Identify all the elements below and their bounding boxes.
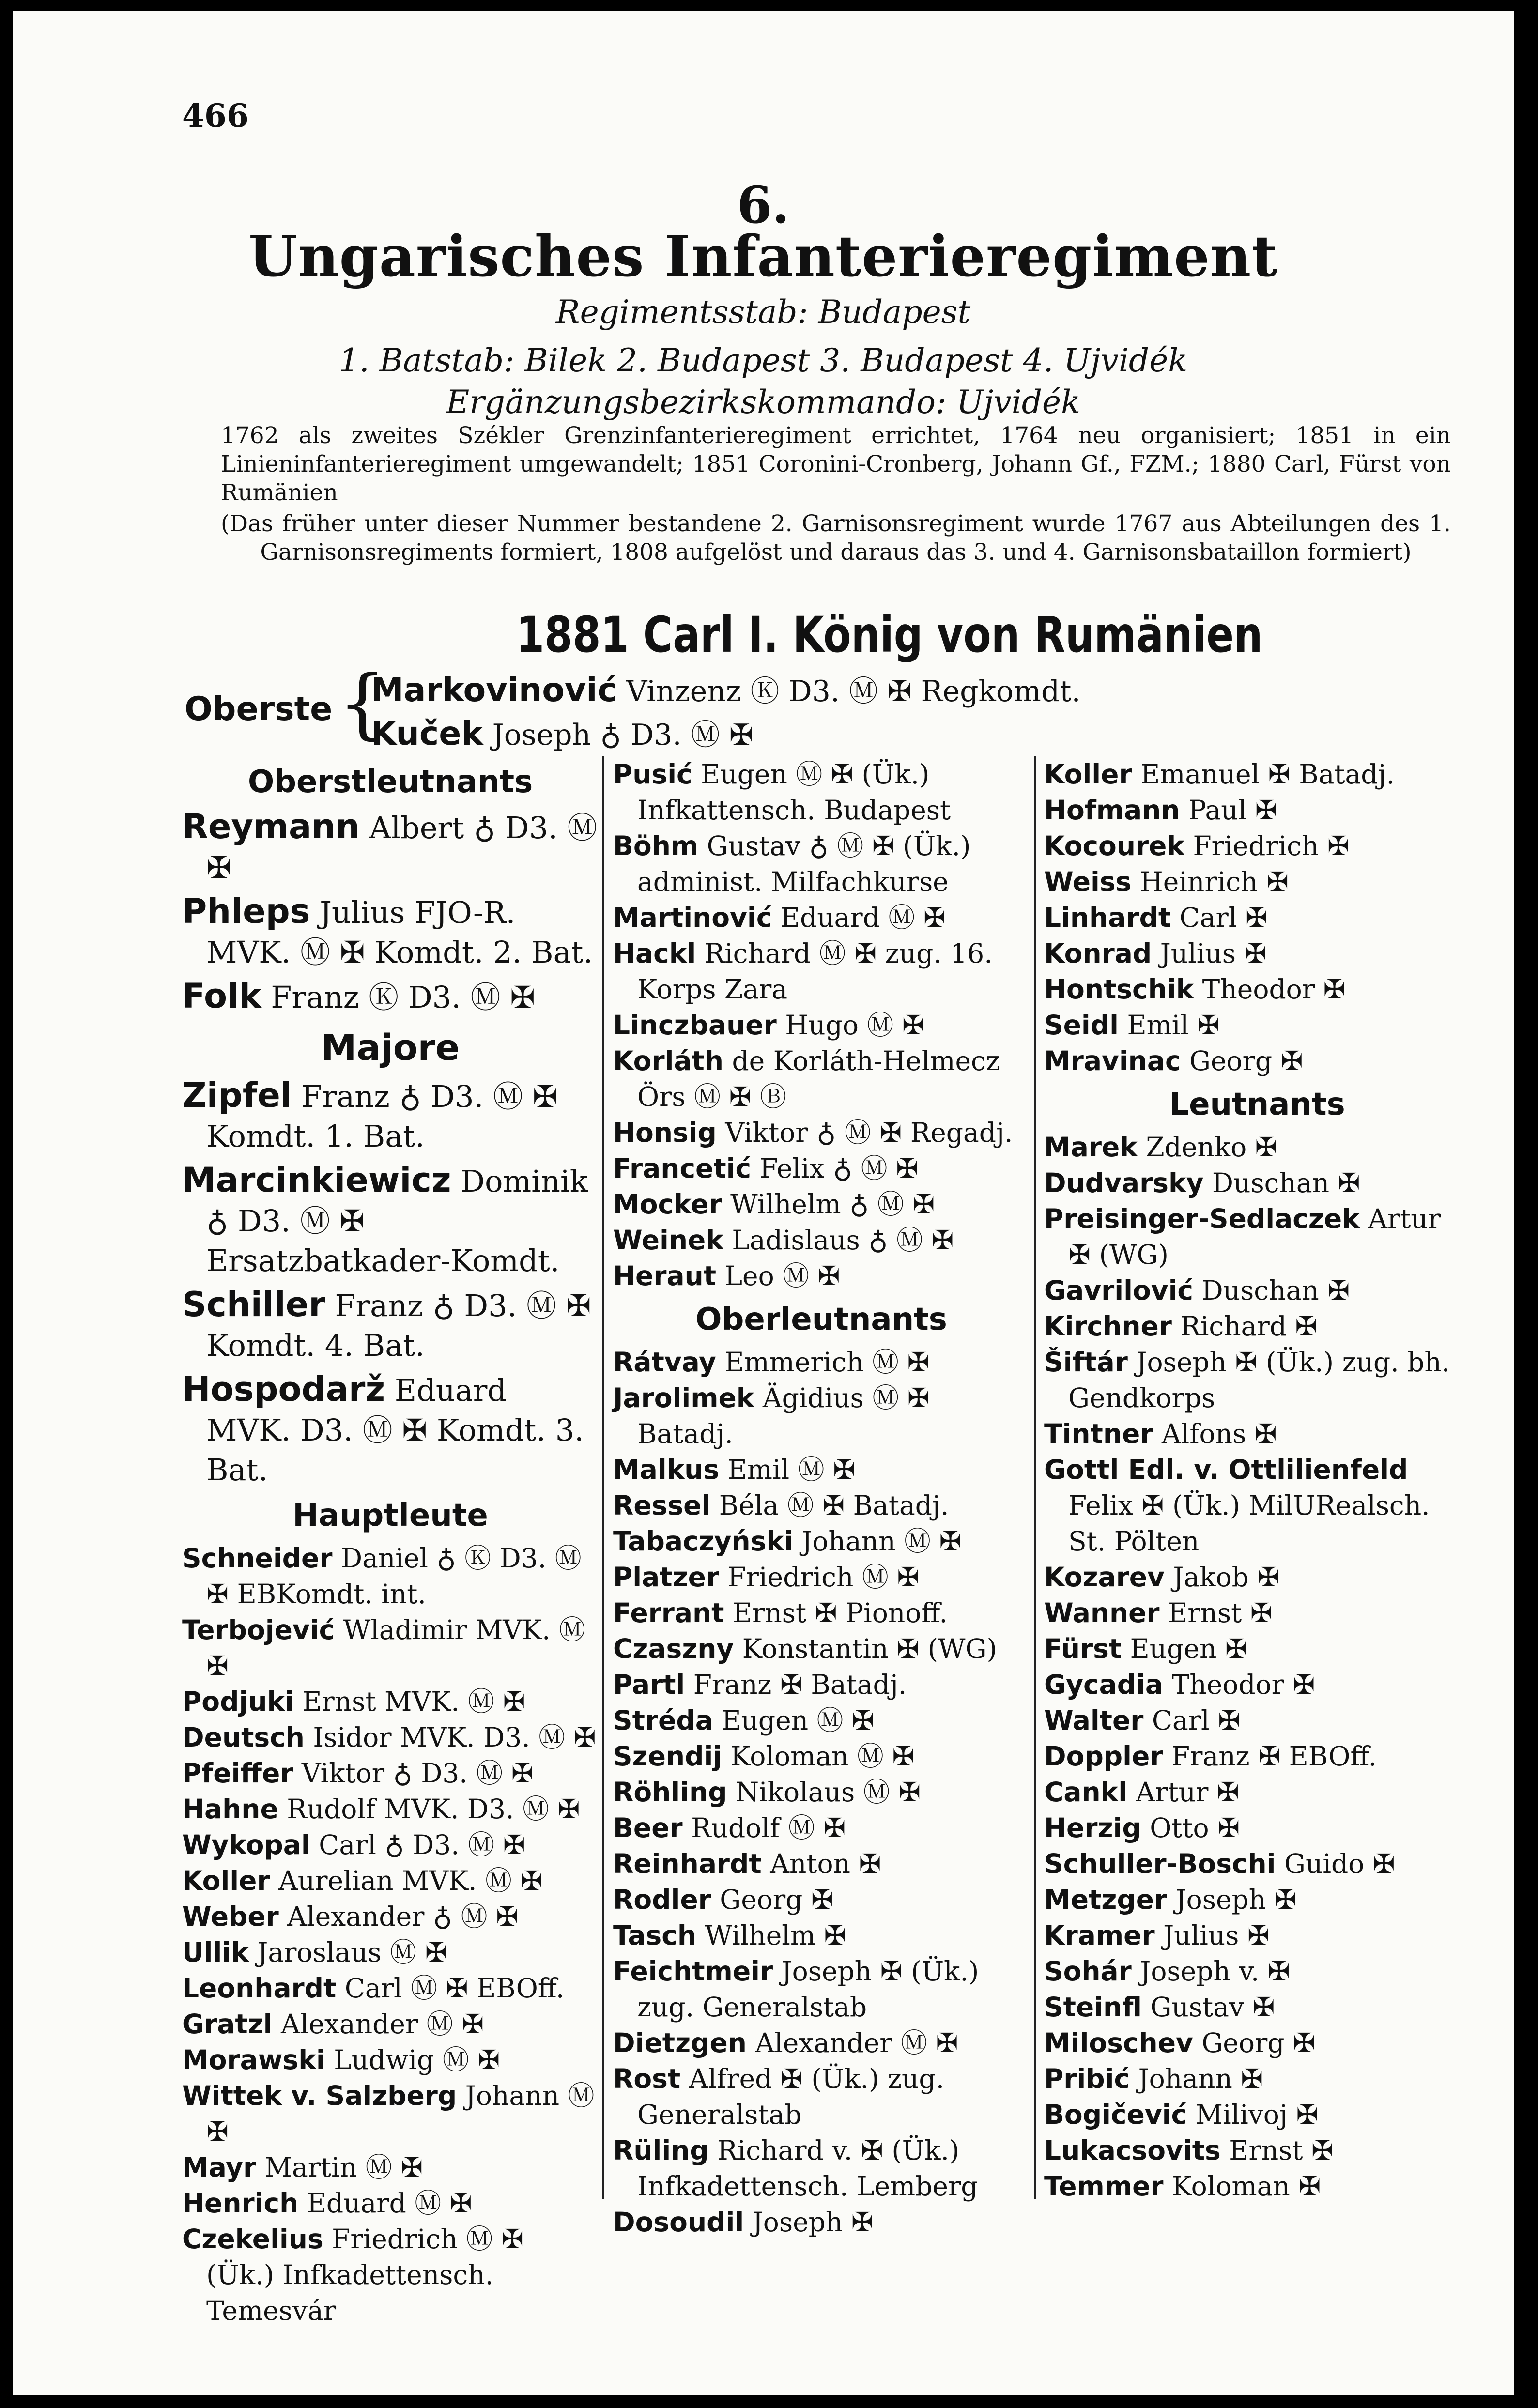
- officer-entry: [182, 976, 599, 1017]
- officer-details: Franz Ⓚ D3. Ⓜ ✠: [271, 980, 536, 1015]
- regiment-title: Ungarisches Infanterieregiment: [248, 224, 1278, 290]
- officer-details: Friedrich Ⓜ ✠ (Ük.) Infkadettensch. Temesvár: [206, 2224, 524, 2326]
- officer-name: Linczbauer: [613, 1010, 777, 1041]
- officer-entry: [182, 1970, 599, 2006]
- officer-name: Šiftár: [1044, 1347, 1128, 1378]
- officer-details: Alfred ✠ (Ük.) zug. Generalstab: [637, 2063, 945, 2130]
- officer-name: Tasch: [613, 1920, 697, 1951]
- officer-details: Jakob ✠: [1173, 1562, 1280, 1593]
- officer-name: Doppler: [1044, 1741, 1163, 1772]
- officer-name: Kirchner: [1044, 1311, 1172, 1342]
- page-number: 466: [182, 97, 249, 135]
- officer-entry: [182, 1612, 599, 1684]
- column-rule: [602, 756, 604, 2199]
- officer-entry: [1044, 1201, 1470, 1273]
- officer-name: Bogičević: [1044, 2099, 1187, 2130]
- rank-heading: Majore: [321, 1027, 460, 1069]
- officer-entry: [1044, 2061, 1470, 2097]
- rank-heading: Oberleutnants: [695, 1302, 947, 1337]
- officer-entry: [613, 756, 1030, 828]
- officer-entry: [613, 1186, 1030, 1222]
- officer-entry: [1044, 936, 1470, 971]
- officer-entry: [1044, 2025, 1470, 2061]
- officer-entry: [1044, 1595, 1470, 1631]
- officer-details: Richard ✠: [1180, 1311, 1318, 1342]
- officer-details: Johann ✠: [1138, 2063, 1263, 2094]
- officer-details: Gustav ✠: [1150, 1992, 1275, 2023]
- officer-name: Marcinkiewicz: [182, 1160, 451, 1200]
- officer-details: Otto ✠: [1150, 1812, 1240, 1843]
- officer-details: Alexander Ⓜ ✠: [281, 2009, 484, 2040]
- officer-name: Honsig: [613, 1117, 717, 1148]
- officer-details: Franz ♁ D3. Ⓜ ✠ Komdt. 4. Bat.: [206, 1288, 591, 1363]
- officer-details: Paul ✠: [1188, 795, 1277, 826]
- officer-details: Eugen Ⓜ ✠: [722, 1705, 875, 1736]
- officer-entry: [613, 1810, 1030, 1846]
- officer-entry: [182, 2006, 599, 2042]
- officer-name: Morawski: [182, 2044, 325, 2075]
- officer-name: Dosoudil: [613, 2207, 744, 2238]
- officer-name: Ullik: [182, 1937, 249, 1968]
- officer-name: Henrich: [182, 2188, 299, 2219]
- officer-entry: [182, 2185, 599, 2221]
- officer-details: Emanuel ✠ Batadj.: [1140, 759, 1395, 790]
- officer-entry: [182, 1791, 599, 1827]
- officer-details: Jaroslaus Ⓜ ✠: [257, 1937, 447, 1968]
- officer-entry: [182, 2221, 599, 2329]
- officer-entry: [1044, 1774, 1470, 1810]
- officer-name: Hospodarž: [182, 1369, 385, 1409]
- officer-entry: [613, 1559, 1030, 1595]
- officer-details: Georg ✠: [1189, 1045, 1303, 1076]
- officer-entry: [613, 1523, 1030, 1559]
- officer-name: Kramer: [1044, 1920, 1155, 1951]
- officer-details: Wilhelm ✠: [705, 1920, 846, 1951]
- officer-name: Miloschev: [1044, 2027, 1193, 2058]
- officer-details: Theodor ✠: [1202, 974, 1346, 1005]
- officer-entry: [1044, 828, 1470, 864]
- officer-details: Béla Ⓜ ✠ Batadj.: [719, 1490, 949, 1521]
- officer-entry: [613, 1043, 1030, 1115]
- officer-name: Beer: [613, 1812, 683, 1843]
- history-paragraph-1: 1762 als zweites Székler Grenzinfanterieregiment errichtet, 1764 neu organisiert; 1851 in ein Linieninfanterieregiment umgewandelt; 1851 Coronini-Cronberg, Johann Gf., FZM.; 1880 Carl, Fürst von Rumänien: [221, 422, 1451, 506]
- officer-entry: [613, 2132, 1030, 2204]
- officer-entry: [182, 1075, 599, 1156]
- officer-details: Viktor ♁ Ⓜ ✠ Regadj.: [725, 1117, 1013, 1148]
- officer-entry: [613, 1258, 1030, 1294]
- officer-details: Isidor MVK. D3. Ⓜ ✠: [313, 1722, 596, 1753]
- officer-details: Franz ✠ EBOff.: [1171, 1741, 1377, 1772]
- officer-entry: [613, 1222, 1030, 1258]
- history-paragraph-2: (Das früher unter dieser Nummer bestandene 2. Garnisonsregiment wurde 1767 aus Abteilungen des 1. Garnisonsregiments formiert, 1808 aufgelöst und daraus das 3. und 4. Garnisonsbataillon formiert): [221, 510, 1451, 566]
- officer-entry: [182, 1285, 599, 1365]
- officer-name: Weber: [182, 1901, 279, 1932]
- officer-entry: [613, 1150, 1030, 1186]
- officer-details: Carl ✠: [1152, 1705, 1241, 1736]
- officer-name: Temmer: [1044, 2171, 1164, 2202]
- officer-entry: [182, 807, 599, 888]
- officer-entry: [613, 1738, 1030, 1774]
- officer-name: Korláth: [613, 1045, 723, 1076]
- recruiting-district: Ergänzungsbezirkskommando: Ujvidék: [446, 383, 1081, 421]
- officer-details: Ludwig Ⓜ ✠: [334, 2044, 500, 2075]
- officer-entry: [1044, 1043, 1470, 1079]
- officer-entry: [613, 1953, 1030, 2025]
- rank-heading: Oberstleutnants: [247, 764, 533, 800]
- officer-entry: [1044, 864, 1470, 900]
- officer-name: Schiller: [182, 1285, 325, 1324]
- officer-entry: [1044, 1738, 1470, 1774]
- regiment-staff: Regimentsstab: Budapest: [555, 293, 971, 331]
- officer-entry: [1044, 2168, 1470, 2204]
- officer-entry: [182, 1540, 599, 1612]
- officer-name: Gratzl: [182, 2009, 273, 2040]
- officer-name: Reinhardt: [613, 1848, 762, 1879]
- officer-name: Platzer: [613, 1562, 720, 1593]
- officer-name: Leonhardt: [182, 1973, 337, 2004]
- officer-name: Mravinac: [1044, 1045, 1181, 1076]
- officer-details: Julius ✠: [1163, 1920, 1270, 1951]
- officer-name: Gottl Edl. v. Ottlilienfeld: [1044, 1454, 1408, 1485]
- officer-name: Feichtmeir: [613, 1956, 773, 1987]
- officer-entry: [1044, 1416, 1470, 1452]
- officer-details: Friedrich Ⓜ ✠: [727, 1562, 920, 1593]
- officer-entry: [182, 891, 599, 972]
- officer-details: Nikolaus Ⓜ ✠: [736, 1777, 921, 1808]
- officer-details: Wilhelm ♁ Ⓜ ✠: [730, 1189, 935, 1220]
- officer-entry: [1044, 1007, 1470, 1043]
- officer-name: Linhardt: [1044, 902, 1171, 933]
- officer-entry: [1044, 1308, 1470, 1344]
- officer-details: Daniel ♁ Ⓚ D3. Ⓜ ✠ EBKomdt. int.: [206, 1543, 582, 1610]
- officer-name: Sohár: [1044, 1956, 1132, 1987]
- officer-details: Artur ✠: [1136, 1777, 1239, 1808]
- officer-details: Carl Ⓜ ✠ EBOff.: [344, 1973, 565, 2004]
- officer-details: Emmerich Ⓜ ✠: [724, 1347, 930, 1378]
- officer-details: Johann Ⓜ ✠: [206, 2080, 595, 2147]
- officer-name: Gavrilović: [1044, 1275, 1194, 1306]
- officer-name: Wykopal: [182, 1829, 310, 1860]
- officer-name: Tabaczyński: [613, 1526, 793, 1557]
- document-page: [13, 11, 1514, 2395]
- officer-name: Böhm: [613, 830, 699, 861]
- regiment-chief: 1881 Carl I. König von Rumänien: [516, 606, 1263, 664]
- officer-name: Fürst: [1044, 1633, 1122, 1664]
- officer-details: Martin Ⓜ ✠: [264, 2152, 423, 2183]
- officer-details: Alfons ✠: [1161, 1418, 1277, 1449]
- officer-entry: [613, 1115, 1030, 1150]
- officer-details: Joseph ✠: [1175, 1884, 1297, 1915]
- officer-name: Konrad: [1044, 938, 1152, 969]
- regiment-number: 6.: [737, 175, 790, 235]
- officer-entry: [1044, 1989, 1470, 2025]
- officer-entry: [1044, 1631, 1470, 1667]
- officer-details: Joseph ✠ (Ük.) zug. Generalstab: [637, 1956, 979, 2023]
- officer-entry: [613, 1488, 1030, 1523]
- officer-name: Gycadia: [1044, 1669, 1164, 1700]
- officer-name: Cankl: [1044, 1777, 1128, 1808]
- officer-name: Röhling: [613, 1777, 727, 1808]
- officer-name: Herzig: [1044, 1812, 1141, 1843]
- officer-name: Pfeiffer: [182, 1758, 293, 1789]
- officer-entry: [182, 1755, 599, 1791]
- officer-name: Marek: [1044, 1132, 1138, 1163]
- officer-name: Malkus: [613, 1454, 720, 1485]
- officer-name: Schneider: [182, 1543, 333, 1574]
- oberst-entry: Kuček Joseph ♁ D3. Ⓜ ✠: [371, 715, 754, 753]
- officer-details: Milivoj ✠: [1195, 2099, 1319, 2130]
- officer-entry: [613, 2061, 1030, 2132]
- officer-entry: [182, 1684, 599, 1719]
- officer-details: Eduard Ⓜ ✠: [307, 2188, 472, 2219]
- officer-name: Szendij: [613, 1741, 723, 1772]
- officer-entry: [613, 1846, 1030, 1882]
- officer-details: Eugen Ⓜ ✠ (Ük.) Infkattensch. Budapest: [637, 759, 951, 826]
- officer-details: Gustav ♁ Ⓜ ✠ (Ük.) administ. Milfachkurse: [637, 830, 971, 897]
- officer-details: Felix ✠ (Ük.) MilURealsch. St. Pölten: [1068, 1490, 1430, 1557]
- officer-entry: [182, 1160, 599, 1281]
- officer-name: Partl: [613, 1669, 685, 1700]
- officer-details: Viktor ♁ D3. Ⓜ ✠: [301, 1758, 534, 1789]
- officer-details: Wladimir MVK. Ⓜ ✠: [206, 1614, 586, 1681]
- officer-entry: [1044, 1165, 1470, 1201]
- officer-details: Franz ♁ D3. Ⓜ ✠ Komdt. 1. Bat.: [206, 1079, 558, 1154]
- officer-details: Julius FJO-R. MVK. Ⓜ ✠ Komdt. 2. Bat.: [206, 895, 593, 970]
- roster-column-1: [182, 756, 599, 2329]
- officer-entry: [1044, 1702, 1470, 1738]
- officer-details: Joseph ✠: [752, 2207, 874, 2238]
- officer-details: Heinrich ✠: [1139, 866, 1289, 897]
- officer-entry: [613, 1882, 1030, 1917]
- officer-details: Georg ✠: [1201, 2027, 1316, 2058]
- officer-entry: [1044, 1344, 1470, 1416]
- officer-entry: [613, 936, 1030, 1007]
- officer-details: Georg ✠: [720, 1884, 833, 1915]
- officer-entry: [613, 1631, 1030, 1667]
- officer-name: Steinfl: [1044, 1992, 1142, 2023]
- officer-entry: [613, 1702, 1030, 1738]
- officer-name: Schuller-Boschi: [1044, 1848, 1276, 1879]
- officer-entry: [613, 900, 1030, 936]
- officer-entry: [613, 1667, 1030, 1702]
- officer-details: Franz ✠ Batadj.: [693, 1669, 907, 1700]
- officer-name: Jarolimek: [613, 1382, 754, 1413]
- officer-details: Ernst ✠: [1168, 1597, 1273, 1628]
- officer-name: Kozarev: [1044, 1562, 1165, 1593]
- officer-entry: [1044, 792, 1470, 828]
- officer-name: Metzger: [1044, 1884, 1168, 1915]
- officer-details: Friedrich ✠: [1193, 830, 1350, 861]
- officer-details: Alexander Ⓜ ✠: [755, 2027, 958, 2058]
- officer-details: Julius ✠: [1160, 938, 1267, 969]
- officer-entry: [1044, 1452, 1470, 1559]
- officer-details: Ernst ✠: [1229, 2135, 1334, 2166]
- officer-name: Czaszny: [613, 1633, 734, 1664]
- officer-entry: [182, 1899, 599, 1934]
- officer-entry: [1044, 1667, 1470, 1702]
- rank-heading: Hauptleute: [292, 1498, 488, 1534]
- officer-entry: [613, 1344, 1030, 1380]
- officer-entry: [1044, 1917, 1470, 1953]
- officer-entry: [613, 2025, 1030, 2061]
- officer-name: Seidl: [1044, 1010, 1119, 1041]
- officer-entry: [1044, 1882, 1470, 1917]
- rank-heading: Leutnants: [1169, 1087, 1345, 1122]
- officer-details: Richard v. ✠ (Ük.) Infkadettensch. Lemberg: [637, 2135, 978, 2202]
- officer-entry: [182, 1719, 599, 1755]
- officer-entry: [1044, 756, 1470, 792]
- officer-name: Rüling: [613, 2135, 709, 2166]
- officer-name: Terbojević: [182, 1614, 335, 1645]
- officer-details: Duschan ✠: [1212, 1167, 1360, 1198]
- officer-name: Walter: [1044, 1705, 1144, 1736]
- officer-entry: [1044, 1273, 1470, 1308]
- officer-name: Hontschik: [1044, 974, 1194, 1005]
- officer-name: Hackl: [613, 938, 696, 969]
- officer-entry: [1044, 900, 1470, 936]
- officer-name: Rost: [613, 2063, 681, 2094]
- officer-details: Carl ✠: [1179, 902, 1268, 933]
- officer-details: Ernst MVK. Ⓜ ✠: [302, 1686, 525, 1717]
- officer-details: Richard Ⓜ ✠ zug. 16. Korps Zara: [637, 938, 993, 1005]
- officer-details: Hugo Ⓜ ✠: [785, 1010, 924, 1041]
- oberste-label: Oberste: [185, 690, 333, 728]
- officer-entry: [182, 2042, 599, 2078]
- officer-entry: [613, 828, 1030, 900]
- officer-name: Pusić: [613, 759, 692, 790]
- officer-entry: [1044, 1129, 1470, 1165]
- officer-details: Johann Ⓜ ✠: [801, 1526, 962, 1557]
- officer-entry: [1044, 1953, 1470, 1989]
- officer-name: Ferrant: [613, 1597, 724, 1628]
- officer-name: Koller: [1044, 759, 1132, 790]
- officer-entry: [182, 2149, 599, 2185]
- officer-entry: [613, 1595, 1030, 1631]
- officer-details: Emil ✠: [1127, 1010, 1220, 1041]
- officer-details: Duschan ✠: [1201, 1275, 1350, 1306]
- officer-name: Rodler: [613, 1884, 711, 1915]
- officer-details: Joseph v. ✠: [1140, 1956, 1290, 1987]
- officer-name: Mayr: [182, 2152, 257, 2183]
- officer-details: Zdenko ✠: [1146, 1132, 1277, 1163]
- officer-entry: [1044, 1810, 1470, 1846]
- officer-name: Tintner: [1044, 1418, 1154, 1449]
- officer-name: Koller: [182, 1865, 270, 1896]
- officer-entry: [613, 1452, 1030, 1488]
- officer-name: Ressel: [613, 1490, 711, 1521]
- officer-details: Ägidius Ⓜ ✠ Batadj.: [637, 1382, 930, 1449]
- officer-name: Reymann: [182, 807, 360, 846]
- officer-name: Dudvarsky: [1044, 1167, 1204, 1198]
- officer-name: Lukacsovits: [1044, 2135, 1221, 2166]
- officer-details: Eduard Ⓜ ✠: [780, 902, 946, 933]
- officer-details: Theodor ✠: [1171, 1669, 1315, 1700]
- officer-details: Alexander ♁ Ⓜ ✠: [287, 1901, 519, 1932]
- officer-entry: [613, 1774, 1030, 1810]
- officer-name: Hofmann: [1044, 795, 1180, 826]
- column-rule: [1034, 756, 1036, 2199]
- officer-entry: [1044, 2132, 1470, 2168]
- officer-entry: [182, 1827, 599, 1863]
- officer-name: Hahne: [182, 1794, 278, 1825]
- officer-entry: [1044, 971, 1470, 1007]
- officer-details: Guido ✠: [1284, 1848, 1395, 1879]
- officer-details: Eduard MVK. D3. Ⓜ ✠ Komdt. 3. Bat.: [206, 1373, 584, 1488]
- officer-details: Joseph ✠ (Ük.) zug. bh. Gendkorps: [1068, 1347, 1450, 1413]
- officer-name: Wittek v. Salzberg: [182, 2080, 457, 2111]
- officer-details: Carl ♁ D3. Ⓜ ✠: [319, 1829, 525, 1860]
- officer-entry: [182, 1934, 599, 1970]
- brace-glyph: {: [338, 659, 387, 748]
- officer-name: Heraut: [613, 1260, 717, 1291]
- oberst-entry: Markovinović Vinzenz Ⓚ D3. Ⓜ ✠ Regkomdt.: [371, 671, 1081, 709]
- officer-entry: [182, 1369, 599, 1490]
- officer-name: Rátvay: [613, 1347, 716, 1378]
- officer-name: Stréda: [613, 1705, 713, 1736]
- roster-column-2: [613, 756, 1030, 2240]
- officer-details: Emil Ⓜ ✠: [727, 1454, 856, 1485]
- battalion-staffs: 1. Batstab: Bilek 2. Budapest 3. Budapest 4. Ujvidék: [338, 342, 1188, 379]
- officer-entry: [1044, 2097, 1470, 2132]
- officer-details: Rudolf MVK. D3. Ⓜ ✠: [287, 1794, 580, 1825]
- officer-details: Ladislaus ♁ Ⓜ ✠: [732, 1225, 954, 1256]
- officer-entry: [613, 1380, 1030, 1452]
- officer-details: Anton ✠: [770, 1848, 881, 1879]
- officer-name: Wanner: [1044, 1597, 1160, 1628]
- officer-entry: [182, 1863, 599, 1899]
- officer-details: Koloman Ⓜ ✠: [730, 1741, 915, 1772]
- officer-name: Weinek: [613, 1225, 723, 1256]
- officer-details: Aurelian MVK. Ⓜ ✠: [278, 1865, 543, 1896]
- officer-name: Preisinger-Sedlaczek: [1044, 1203, 1360, 1234]
- roster-column-3: [1044, 756, 1470, 2204]
- officer-name: Folk: [182, 976, 261, 1016]
- officer-entry: [1044, 1846, 1470, 1882]
- officer-name: Kocourek: [1044, 830, 1184, 861]
- officer-entry: [182, 2078, 599, 2149]
- officer-name: Francetić: [613, 1153, 752, 1184]
- officer-details: Felix ♁ Ⓜ ✠: [759, 1153, 919, 1184]
- officer-details: Rudolf Ⓜ ✠: [691, 1812, 846, 1843]
- officer-details: Koloman ✠: [1172, 2171, 1321, 2202]
- officer-name: Martinović: [613, 902, 772, 933]
- officer-entry: [613, 1007, 1030, 1043]
- officer-name: Zipfel: [182, 1075, 292, 1115]
- officer-details: Konstantin ✠ (WG): [742, 1633, 997, 1664]
- officer-name: Phleps: [182, 891, 310, 931]
- officer-details: Leo Ⓜ ✠: [724, 1260, 840, 1291]
- officer-entry: [613, 1917, 1030, 1953]
- officer-name: Deutsch: [182, 1722, 305, 1753]
- officer-details: Artur ✠ (WG): [1068, 1203, 1441, 1270]
- officer-details: Albert ♁ D3. Ⓜ ✠: [206, 810, 598, 885]
- officer-entry: [1044, 1559, 1470, 1595]
- officer-entry: [613, 2204, 1030, 2240]
- officer-name: Czekelius: [182, 2224, 323, 2255]
- officer-details: de Korláth-Helmecz Örs Ⓜ ✠ Ⓑ: [637, 1045, 1000, 1112]
- officer-name: Mocker: [613, 1189, 722, 1220]
- officer-name: Dietzgen: [613, 2027, 747, 2058]
- officer-details: Dominik ♁ D3. Ⓜ ✠ Ersatzbatkader-Komdt.: [206, 1164, 588, 1278]
- officer-name: Weiss: [1044, 866, 1132, 897]
- officer-name: Pribić: [1044, 2063, 1130, 2094]
- officer-details: Ernst ✠ Pionoff.: [732, 1597, 948, 1628]
- officer-name: Podjuki: [182, 1686, 294, 1717]
- officer-details: Eugen ✠: [1130, 1633, 1247, 1664]
